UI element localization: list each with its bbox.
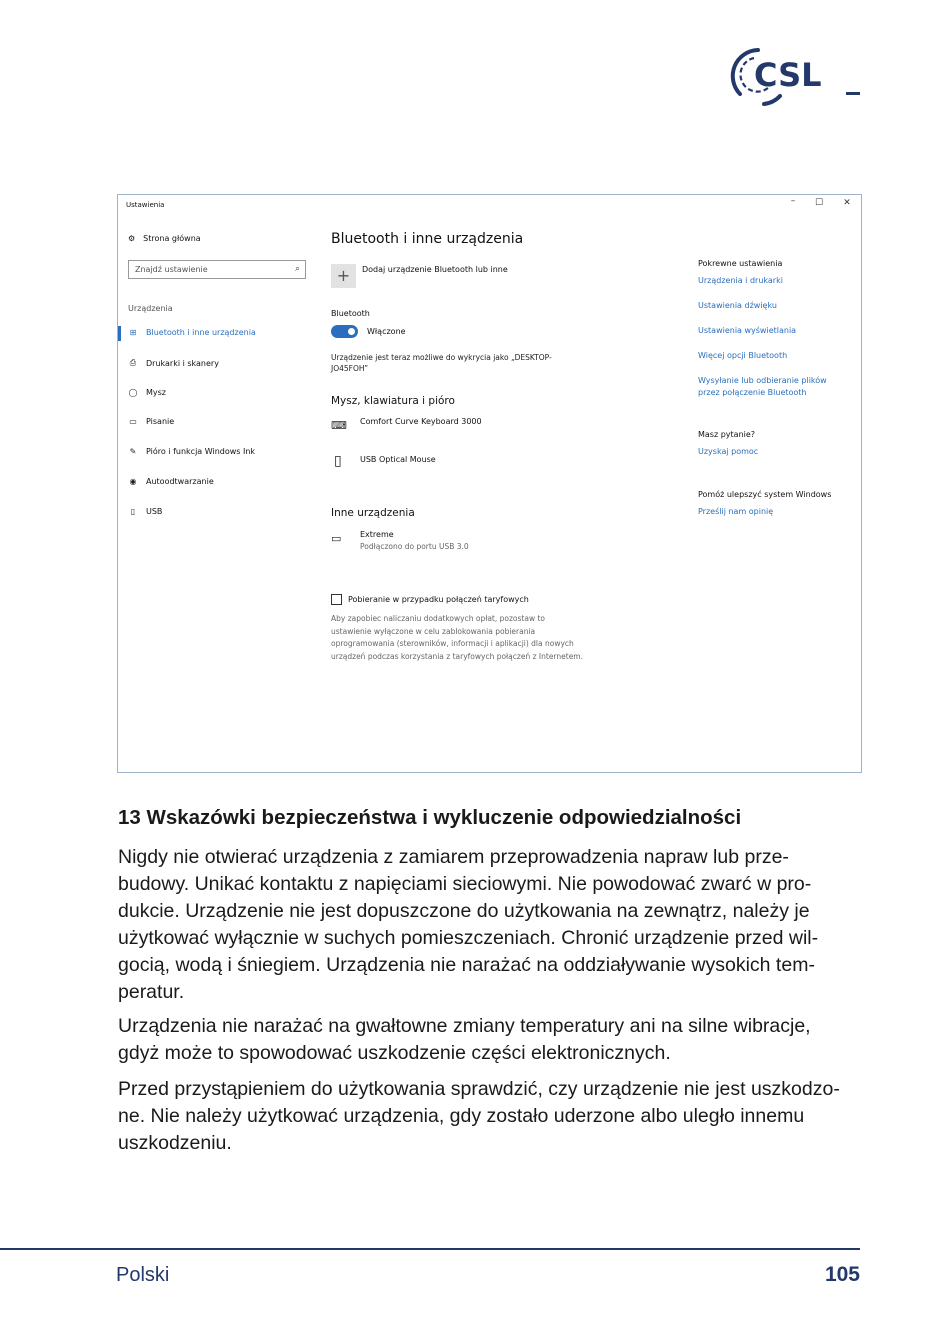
settings-window [117, 194, 862, 773]
mouse-icon: ▯ [334, 453, 342, 469]
device-extreme[interactable]: Extreme [360, 530, 394, 539]
related-link-send-files[interactable]: Wysyłanie lub odbieranie plików [698, 376, 827, 385]
text-line: ne. Nie należy użytkować urządzenia, gdy zostało uderzone albo uległo innemu [118, 1105, 805, 1127]
close-button[interactable]: ✕ [843, 198, 851, 208]
related-link-display[interactable]: Ustawienia wyświetlania [698, 326, 797, 335]
section-title-input: Mysz, klawiatura i pióro [331, 395, 455, 407]
gear-icon: ⚙ [128, 234, 136, 243]
drive-icon: ▭ [331, 532, 342, 545]
improve-heading: Pomóż ulepszyć system Windows [698, 490, 832, 499]
discoverable-line: JO45FOH” [331, 364, 369, 373]
csl-logo [728, 42, 862, 108]
related-link-devices-printers[interactable]: Urządzenia i drukarki [698, 276, 783, 285]
device-keyboard[interactable]: Comfort Curve Keyboard 3000 [360, 417, 482, 426]
sidebar-item-label: USB [146, 507, 163, 516]
add-device-button[interactable] [331, 264, 356, 288]
metered-desc-line: ustawienie wyłączone w celu zablokowania pobierania [331, 626, 536, 636]
sidebar-item-label: Bluetooth i inne urządzenia [146, 328, 256, 337]
help-link[interactable]: Uzyskaj pomoc [698, 447, 759, 456]
sidebar-item-bluetooth[interactable] [128, 328, 256, 337]
metered-desc-line: urządzeń podczas korzystania z taryfowych połączeń z Internetem. [331, 651, 583, 661]
autoplay-icon: ◉ [129, 477, 137, 486]
related-link-bluetooth-options[interactable]: Więcej opcji Bluetooth [698, 351, 788, 360]
metered-desc-line: oprogramowania (sterowników, informacji i aplikacji) dla nowych [331, 639, 574, 648]
active-indicator [118, 326, 121, 341]
text-line: użytkować wyłącznie w suchych pomieszczeniach. Chronić urządzenie przed wil- [118, 927, 819, 949]
text-line: gdyż może to spowodować uszkodzenie części elektronicznych. [118, 1042, 671, 1064]
metered-description [331, 613, 621, 663]
usb-icon: ▯ [130, 507, 136, 516]
keyboard-icon: ▭ [129, 417, 137, 426]
paragraph-3 [118, 1076, 860, 1157]
nav-home-label: Strona główna [143, 234, 201, 243]
text-line: uszkodzeniu. [118, 1132, 232, 1154]
keyboard-icon: ⌨ [331, 419, 347, 432]
page-number: 105 [824, 1263, 860, 1286]
text-line: dukcie. Urządzenie nie jest dopuszczone do użytkowania na zewnątrz, należy je [118, 900, 810, 922]
sidebar-item-label: Drukarki i skanery [146, 358, 219, 368]
sidebar-item-usb[interactable] [128, 507, 162, 516]
sidebar-item-printers[interactable] [128, 358, 219, 368]
logo-text: CSL [754, 56, 822, 94]
sidebar-item-label: Pióro i funkcja Windows Ink [146, 447, 256, 456]
text-line: peratur. [118, 981, 185, 1003]
search-icon: ⌕ [294, 264, 300, 274]
metered-checkbox-row[interactable] [331, 594, 529, 605]
related-heading: Pokrewne ustawienia [698, 259, 783, 268]
pen-icon: ✎ [129, 447, 137, 456]
device-extreme-status: Podłączono do portu USB 3.0 [360, 542, 469, 551]
sidebar-item-mouse[interactable] [128, 388, 166, 397]
sidebar-item-pen[interactable] [128, 447, 255, 456]
plus-icon: + [336, 266, 351, 285]
related-link-sound[interactable]: Ustawienia dźwięku [698, 301, 777, 310]
sidebar-item-label: Pisanie [146, 417, 175, 426]
mouse-icon: ◯ [128, 388, 138, 397]
sidebar-item-label: Autoodtwarzanie [146, 477, 214, 486]
text-line: budowy. Unikać kontaktu z napięciami sieciowymi. Nie powodować zwarć w pro- [118, 873, 812, 895]
maximize-button[interactable]: ☐ [814, 198, 824, 208]
bluetooth-devices-icon: ⊞ [129, 328, 137, 337]
nav-section-label: Urządzenia [128, 304, 173, 313]
window-title: Ustawienia [126, 201, 165, 209]
section-title-other: Inne urządzenia [331, 507, 415, 519]
page-title: Bluetooth i inne urządzenia [331, 231, 524, 247]
metered-checkbox[interactable] [331, 594, 342, 605]
nav-home[interactable] [128, 234, 201, 243]
minimize-button[interactable]: – [790, 196, 796, 206]
sidebar-item-autoplay[interactable] [128, 477, 214, 486]
sidebar-item-label: Mysz [146, 388, 167, 397]
discoverable-line: Urządzenie jest teraz możliwe do wykrycia jako „DESKTOP- [331, 353, 552, 362]
metered-desc-line: Aby zapobiec naliczaniu dodatkowych opłat, pozostaw to [331, 614, 546, 623]
search-placeholder: Znajdź ustawienie [135, 265, 208, 274]
add-device-label[interactable]: Dodaj urządzenie Bluetooth lub inne [362, 265, 508, 274]
paragraph-1 [118, 844, 860, 1006]
bluetooth-toggle[interactable] [331, 325, 358, 338]
bluetooth-label: Bluetooth [331, 309, 370, 318]
bluetooth-toggle-state: Włączone [367, 327, 406, 336]
section-heading: 13 Wskazówki bezpieczeństwa i wykluczenie odpowiedzialności [118, 806, 742, 829]
feedback-link[interactable]: Prześlij nam opinię [698, 507, 774, 516]
sidebar-item-typing[interactable] [128, 417, 174, 426]
text-line: Urządzenia nie narażać na gwałtowne zmiany temperatury ani na silne wibracje, [118, 1015, 811, 1037]
text-line: Nigdy nie otwierać urządzenia z zamiarem przeprowadzenia napraw lub prze- [118, 846, 789, 868]
printer-icon: ⎙ [129, 358, 137, 367]
footer-divider [0, 1248, 860, 1250]
related-link-send-files-cont[interactable]: przez połączenie Bluetooth [698, 388, 807, 397]
discoverable-text [331, 352, 591, 374]
text-line: Przed przystąpieniem do użytkowania sprawdzić, czy urządzenie nie jest uszkodzo- [118, 1078, 840, 1100]
metered-label: Pobieranie w przypadku połączeń taryfowych [348, 595, 529, 604]
search-input[interactable] [128, 260, 306, 279]
device-mouse[interactable]: USB Optical Mouse [360, 455, 436, 464]
question-heading: Masz pytanie? [698, 430, 756, 439]
paragraph-2 [118, 1013, 860, 1067]
footer-language: Polski [116, 1264, 170, 1286]
text-line: gocią, wodą i śniegiem. Urządzenia nie narażać na oddziaływanie wysokich tem- [118, 954, 815, 976]
